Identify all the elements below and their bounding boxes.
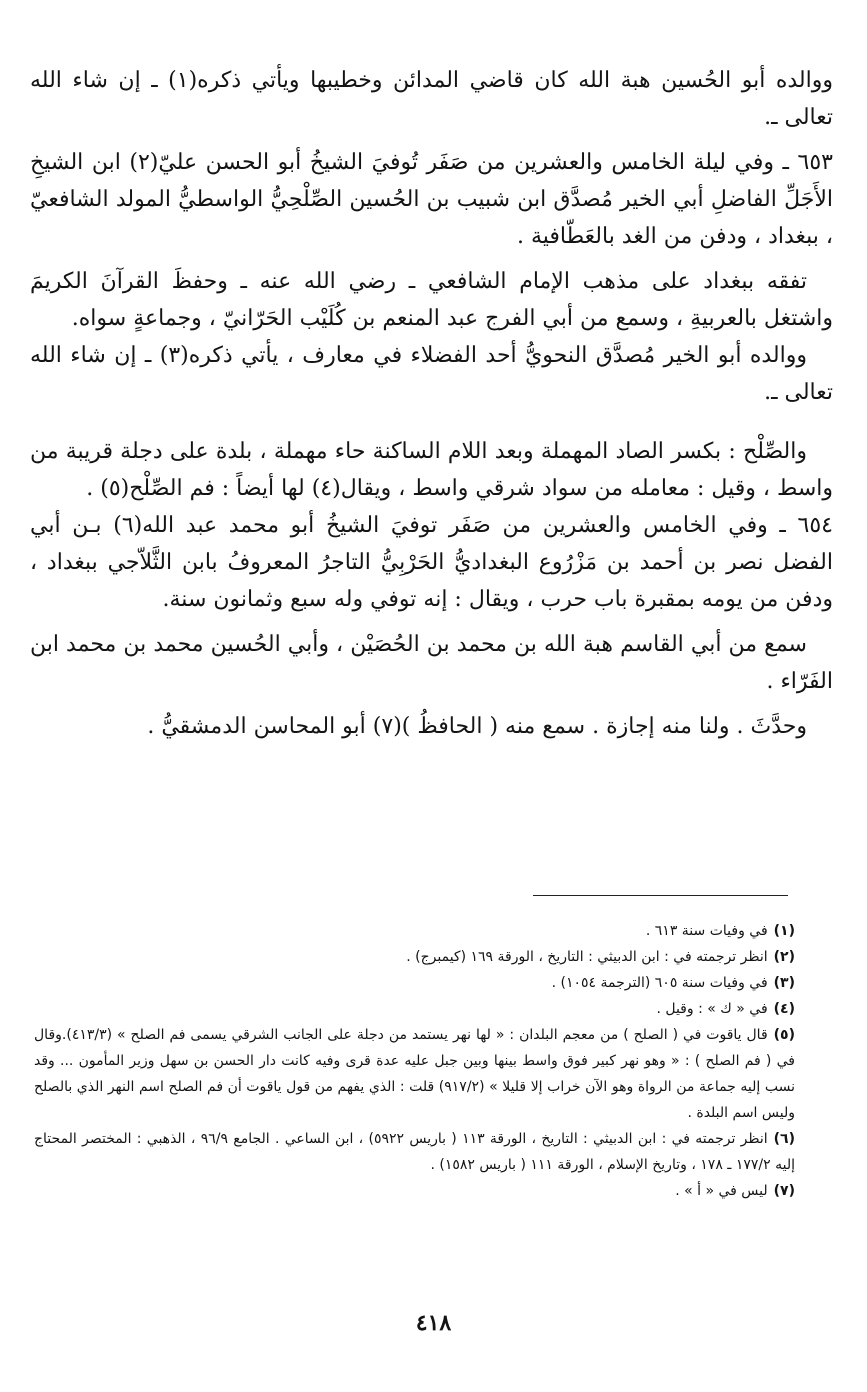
footnote-number: (٢): [773, 949, 795, 965]
footnote-text: في وفيات سنة ٦٠٥ (الترجمة ١٠٥٤) .: [551, 975, 768, 991]
footnote-text: في وفيات سنة ٦١٣ .: [645, 923, 768, 939]
footnote-number: (٤): [773, 1001, 795, 1017]
paragraph-7: سمع من أبي القاسم هبة الله بن محمد بن الحُصَيْن ، وأبي الحُسين محمد بن محمد ابن الفَرّاء .: [30, 632, 833, 694]
paragraph-entry-654: ٦٥٤ ـ وفي الخامس والعشرين من صَفَر توفيَ الشيخُ أبو محمد عبد الله(٦) بـن أبي الفضل نصر بن أحمد بن مَزْرُوع البغداديُّ الحَرْبِيُّ التاجرُ المعروفُ بابن الثَّلاّجي ببغداد ، ودفن من يومه بمقبرة باب حرب ، ويقال : إنه توفي وله سبع وثمانون سنة.: [30, 513, 833, 612]
paragraph-entry-653: ٦٥٣ ـ وفي ليلة الخامس والعشرين من صَفَر تُوفيَ الشيخُ أبو الحسن عليّ(٢) ابن الشيخِ الأَجَلِّ الفاضلِ أبي الخير مُصدَّق ابن شبيب بن الحُسين الصِّلْحِيُّ الواسطيُّ المولد الشافعيّ ، ببغداد ، ودفن من الغد بالعَطّافية .: [30, 150, 833, 249]
footnote-3: [34, 970, 795, 996]
footnote-number: (٣): [773, 975, 795, 991]
paragraph-4: ووالده أبو الخير مُصدَّق النحويُّ أحد الفضلاء في معارف ، يأتي ذكره(٣) ـ إن شاء الله تعالى ـ.: [30, 343, 833, 405]
footnote-number: (٥): [773, 1027, 795, 1043]
paragraph-8: وحدَّثَ . ولنا منه إجازة . سمع منه ( الحافظُ )(٧) أبو المحاسن الدمشقيُّ .: [147, 714, 807, 739]
paragraph-5: والصِّلْح : بكسر الصاد المهملة وبعد اللام الساكنة حاء مهملة ، بلدة على دجلة قريبة من واسط ، وقيل : معامله من سواد شرقي واسط ، ويقال(٤) لها أيضاً : فم الصِّلْح(٥) .: [30, 439, 833, 501]
footnote-4: [34, 996, 795, 1022]
footnote-text: انظر ترجمته في : ابن الدبيثي : التاريخ ، الورقة ١١٣ ( باريس ٥٩٢٢) ، ابن الساعي . الجامع ٩٦/٩ ، الذهبي : المختصر المحتاج إليه ١٧٧/٢ ـ ١٧٨ ، وتاريخ الإسلام ، الورقة ١١١ ( باريس ١٥٨٢) .: [34, 1131, 795, 1173]
footnote-number: (١): [773, 923, 795, 939]
footnotes: [34, 918, 795, 1204]
footnote-divider: [533, 895, 788, 896]
footnote-text: انظر ترجمته في : ابن الدبيثي : التاريخ ، الورقة ١٦٩ (كيمبرج) .: [406, 949, 768, 965]
footnote-7: [34, 1178, 795, 1204]
footnote-text: في « ك » : وقيل .: [656, 1001, 768, 1017]
footnote-text: ليس في « أ » .: [675, 1183, 768, 1199]
footnote-2: [34, 944, 795, 970]
footnote-text: قال ياقوت في ( الصلح ) من معجم البلدان : « لها نهر يستمد من دجلة على الجانب الشرقي يسمى فم الصلح » (٤١٣/٣).وقال في ( فم الصلح ) : « وهو نهر كبير فوق واسط بينها وبين جبل عليه عدة قرى وفيه كانت دار الحسن بن سهل وزير المأمون ... وقد نسب إليه جماعة من الرواة وهو الآن خراب إلا قليلا » (٩١٧/٢) قلت : الذي يفهم من قول ياقوت أن فم الصلح اسم النهر الذي بالصلح وليس اسم البلدة .: [34, 1027, 795, 1121]
footnote-1: [34, 918, 795, 944]
footnote-6: [34, 1126, 795, 1178]
footnote-number: (٧): [773, 1183, 795, 1199]
footnote-number: (٦): [773, 1131, 795, 1147]
footnote-5: [34, 1022, 795, 1126]
page-number: ٤١٨: [415, 1310, 452, 1336]
main-text: [30, 62, 833, 745]
paragraph-1: ووالده أبو الحُسين هبة الله كان قاضي المدائن وخطيبها ويأتي ذكره(١) ـ إن شاء الله تعالى ـ.: [30, 68, 833, 130]
paragraph-3: تفقه ببغداد على مذهب الإمام الشافعي ـ رضي الله عنه ـ وحفظَ القرآنَ الكريمَ واشتغل بالعربيةِ ، وسمع من أبي الفرج عبد المنعم بن كُلَيْب الحَرّانيّ ، وجماعةٍ سواه.: [30, 269, 833, 331]
